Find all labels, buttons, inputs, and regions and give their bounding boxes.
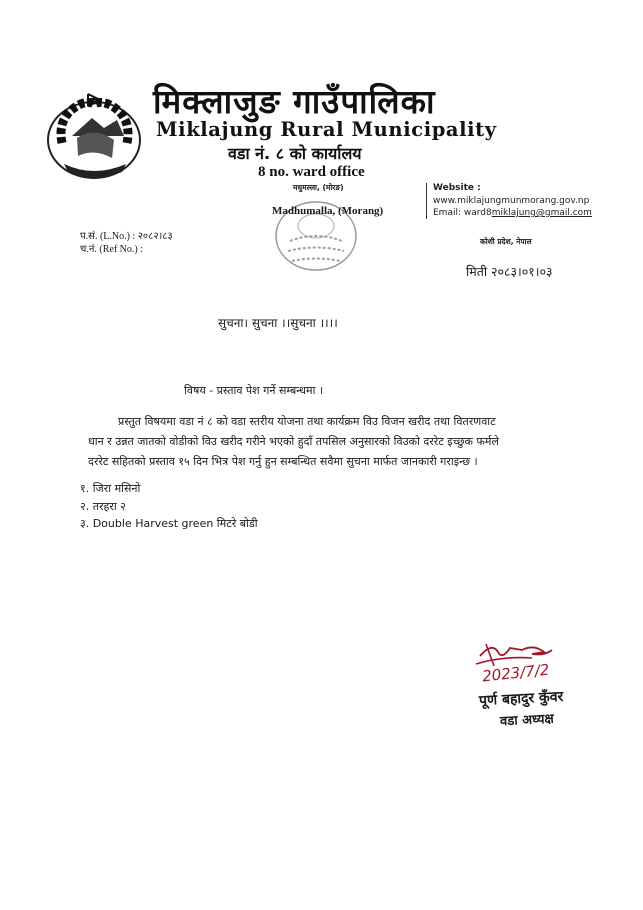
address-english: Madhumalla, (Morang) (272, 205, 384, 217)
body-line: प्रस्तुत विषयमा वडा नं ८ को वडा स्तरीय योजना तथा कार्यक्रम विउ विजन खरीद तथा वितरणवाट (118, 415, 496, 428)
contact-divider (426, 183, 427, 219)
municipality-title-english: Miklajung Rural Municipality (156, 118, 497, 141)
handwritten-date: 2023/7/2 (481, 660, 551, 686)
email-label: Email: (433, 208, 462, 218)
email-line (433, 207, 592, 220)
email-link[interactable]: ward8miklajung@gmail.com (463, 208, 592, 218)
municipality-title-nepali: मिक्लाजुङ गाउँपालिका (153, 82, 436, 121)
ref-number-label: च.नं. (Ref No.) : (80, 244, 143, 255)
letter-subject: विषय - प्रस्ताव पेश गर्ने सम्बन्धमा । (184, 384, 324, 397)
contact-block (433, 182, 592, 220)
item-list (80, 480, 258, 533)
list-item: १. जिरा मसिनो (80, 482, 141, 495)
signer-name: पूर्ण बहादुर कुँवर (478, 688, 564, 710)
list-item: ३. Double Harvest green मिटरे बोडी (80, 517, 258, 530)
letter-date: मिती २०८३।०१।०३ (466, 264, 553, 279)
signer-title: वडा अध्यक्ष (499, 711, 555, 730)
letter-body (88, 412, 568, 472)
ref-number (80, 243, 173, 256)
address-nepali: मधुमल्ला, (मोरङ) (293, 183, 344, 192)
letter-number-label: प.सं. (L.No.) : (80, 231, 136, 242)
nepal-government-emblem-icon (42, 88, 147, 183)
website-label: Website : (433, 183, 481, 193)
reference-block (80, 230, 173, 256)
letter-number (80, 230, 173, 243)
website-link[interactable]: www.miklajungmunmorang.gov.np (433, 195, 590, 206)
letter-number-value: २०८२।८३ (137, 231, 173, 242)
notice-heading: सुचना। सुचना ।।सुचना ।।।। (218, 316, 338, 330)
body-line: धान र उन्नत जातको वोडीको विउ खरीद गरीने भएको हुदाँ तपसिल अनुसारको विउको दररेट इच्छुक फर्मले (88, 435, 499, 448)
body-line: दररेट सहितको प्रस्ताव १५ दिन भित्र पेश गर्नु हुन सम्बन्धित सवैमा सुचना मार्फत जानकारी गराइन्छ । (88, 455, 478, 468)
ward-office-english: 8 no. ward office (258, 164, 365, 180)
province-label: कोशी प्रदेश, नेपाल (480, 237, 532, 246)
list-item: २. तरहरा २ (80, 499, 126, 513)
ward-office-nepali: वडा नं. ८ को कार्यालय (228, 144, 362, 163)
